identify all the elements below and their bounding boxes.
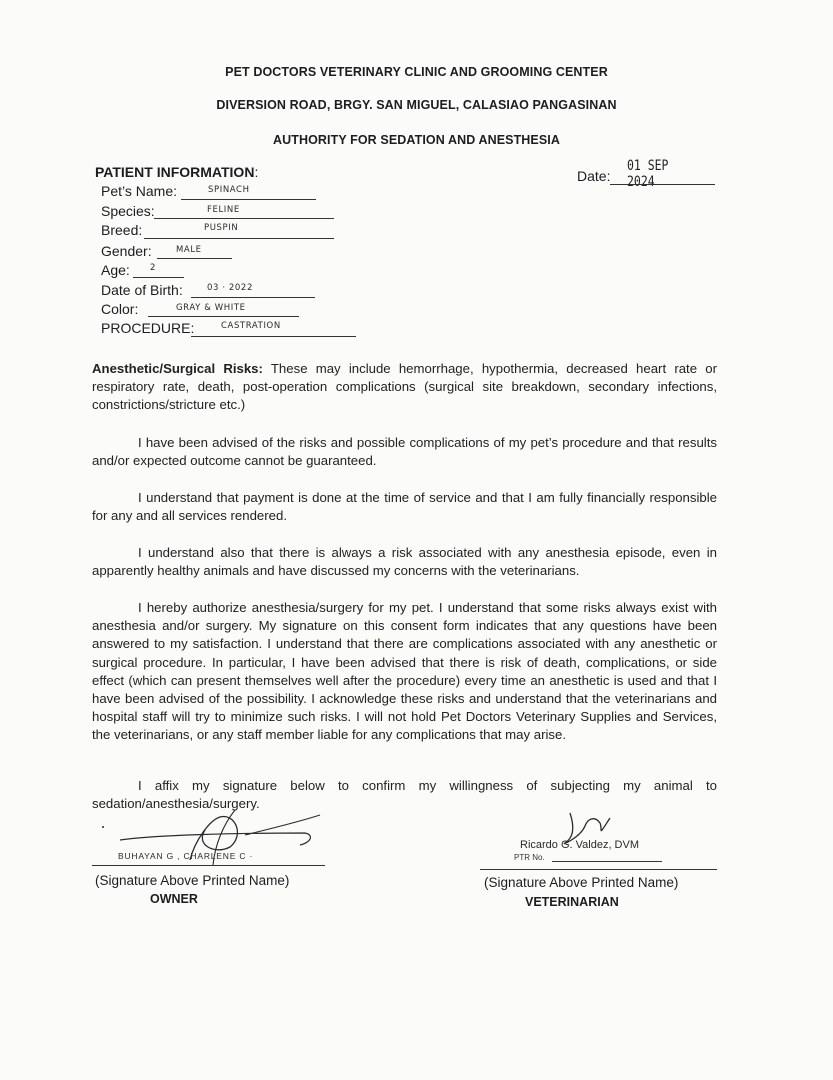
- patient-info-heading: PATIENT INFORMATION:: [95, 164, 259, 180]
- owner-role: OWNER: [150, 892, 198, 906]
- owner-signature-line: [92, 865, 325, 866]
- field-value: GRAY & WHITE: [176, 303, 246, 313]
- owner-caption: (Signature Above Printed Name): [95, 873, 290, 888]
- ptr-line: [552, 861, 662, 862]
- field-underline: [133, 277, 184, 278]
- field-underline: [181, 199, 316, 200]
- clinic-name: PET DOCTORS VETERINARY CLINIC AND GROOMING CENTER: [225, 65, 608, 79]
- field-value: PUSPIN: [204, 223, 239, 233]
- paragraph-1: I have been advised of the risks and possible complications of my pet’s procedure and that results and/or expected outcome cannot be guaranteed.: [92, 435, 717, 469]
- field-label: Species:: [101, 203, 155, 219]
- field-label: PROCEDURE:: [101, 320, 195, 336]
- field-underline: [154, 218, 334, 219]
- paragraph-5: I affix my signature below to confirm my willingness of subjecting my animal to sedation/anesthesia/surgery.: [92, 778, 717, 812]
- paragraph-4: I hereby authorize anesthesia/surgery for my pet. I understand that some risks always exist with anesthesia and/or surgery. My signature on this consent form indicates that any questions have been answered to my satisfaction. I understand that there are complications associated with any anesthetic or surgical procedure. In particular, I have been advised that there is risk of death, complications, or side effect (which can present themselves well after the procedure) every time an anesthetic is used and that I have been advised of the possibility. I acknowledge these risks and understand that the veterinarians and hospital staff will try to minimize such risks. I will not hold Pet Doctors Veterinary Supplies and Services, the veterinarians, or any staff member liable for any complications that may arise.: [92, 600, 717, 743]
- form-title: AUTHORITY FOR SEDATION AND ANESTHESIA: [272, 133, 561, 147]
- risks-paragraph: [92, 360, 717, 415]
- vet-caption: (Signature Above Printed Name): [484, 875, 679, 890]
- field-value: MALE: [176, 245, 202, 255]
- field-label: Gender:: [101, 243, 152, 259]
- vet-printed-name: Ricardo G. Valdez, DVM: [520, 839, 640, 851]
- date-underline: [610, 184, 715, 185]
- risks-heading: Anesthetic/Surgical Risks:: [92, 361, 263, 376]
- field-underline: [148, 316, 299, 317]
- field-label: Breed:: [101, 222, 143, 238]
- field-label: Pet’s Name:: [101, 183, 177, 199]
- field-value: CASTRATION: [221, 321, 281, 331]
- field-value: 2: [150, 263, 157, 273]
- vet-signature-line: [480, 869, 717, 870]
- field-label: Date of Birth:: [101, 282, 183, 298]
- paragraph-2: I understand that payment is done at the time of service and that I am fully financially responsible for any and all services rendered.: [92, 490, 717, 524]
- date-label: Date:: [577, 168, 611, 184]
- field-value: SPINACH: [208, 185, 250, 195]
- field-underline: [144, 238, 334, 239]
- clinic-address: DIVERSION ROAD, BRGY. SAN MIGUEL, CALASIAO PANGASINAN: [216, 98, 617, 112]
- field-underline: [157, 258, 232, 259]
- field-value: 03 · 2022: [207, 283, 253, 293]
- field-underline: [191, 336, 356, 337]
- field-value: FELINE: [207, 205, 240, 215]
- risks-text: These may include hemorrhage, hypothermia, decreased heart rate or respiratory rate, death, post-operation complications (surgical site breakdown, secondary infections, constrictions/stricture etc.): [92, 361, 717, 413]
- ptr-label: PTR No.: [514, 853, 545, 862]
- owner-printed-name: BUHAYAN G , CHARLENE C ·: [118, 851, 254, 861]
- paragraph-3: I understand also that there is always a risk associated with any anesthesia episode, even in apparently healthy animals and have discussed my concerns with the veterinarians.: [92, 545, 717, 579]
- field-label: Color:: [101, 301, 139, 317]
- date-field: [577, 158, 717, 188]
- field-underline: [191, 297, 315, 298]
- vet-role: VETERINARIAN: [525, 895, 619, 909]
- date-value: 01 SEP 2024: [627, 158, 669, 190]
- field-label: Age:: [101, 262, 130, 278]
